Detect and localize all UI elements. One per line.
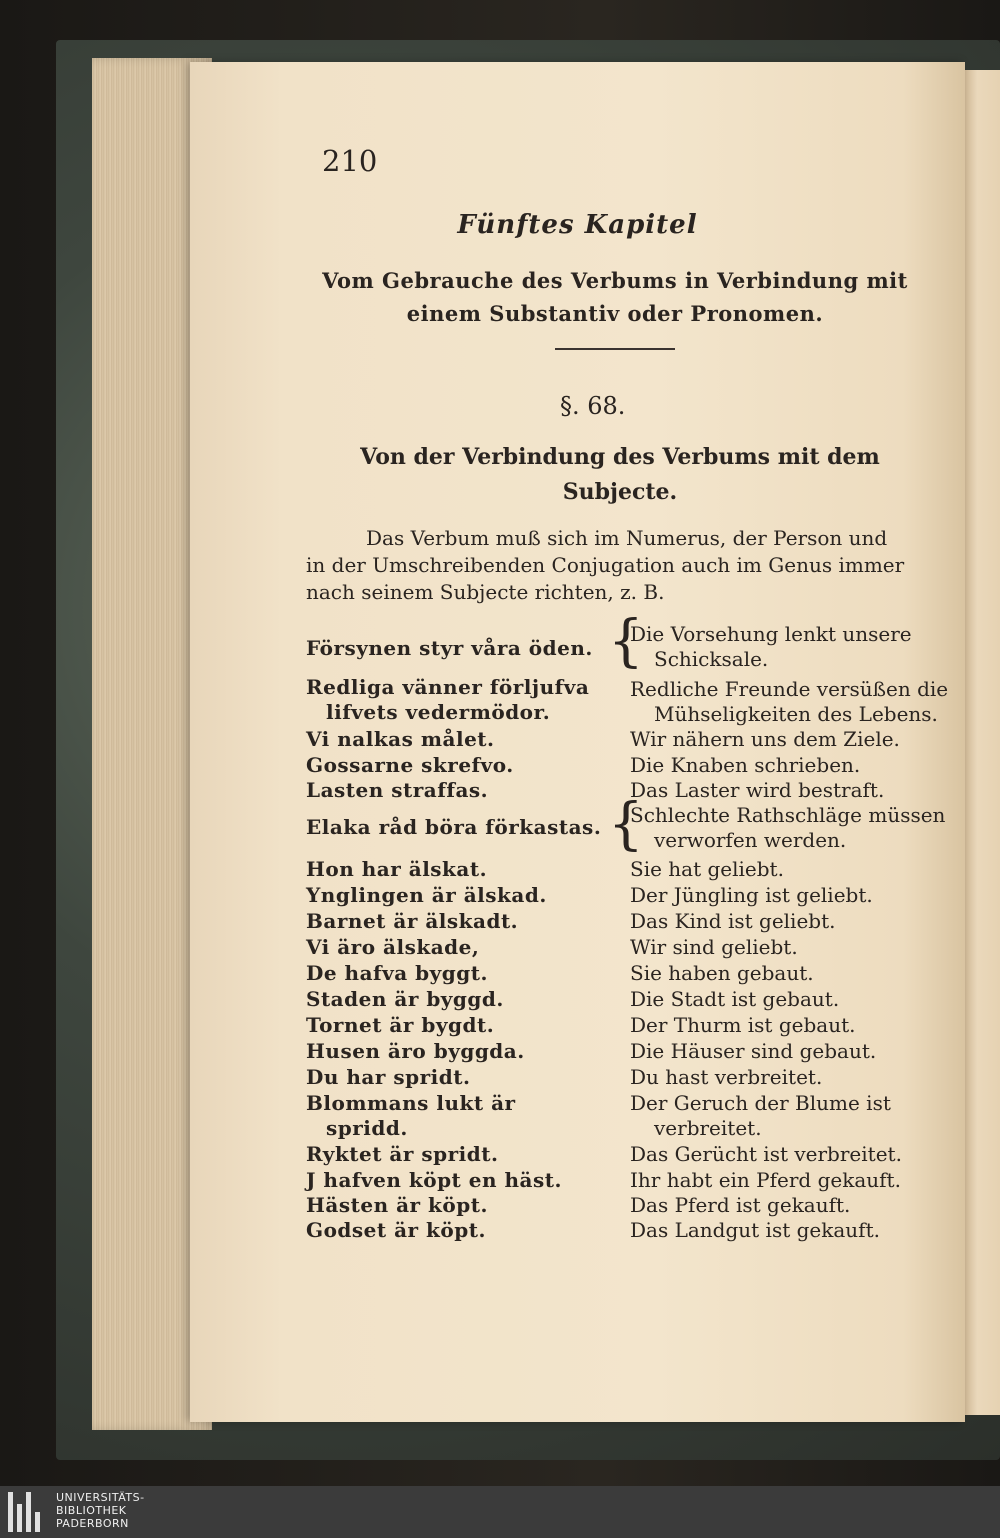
german-example: Du hast verbreitet. [630,1065,823,1089]
swedish-example: Staden är byggd. [306,987,504,1011]
swedish-example: J hafven köpt en häst. [306,1168,562,1192]
german-example: Das Pferd ist gekauft. [630,1193,851,1217]
swedish-example: Lasten straffas. [306,778,489,802]
intro-line: in der Umschreibenden Conjugation auch im Genus immer [306,553,905,577]
brace: { [608,792,644,857]
german-example: Wir sind geliebt. [630,935,798,959]
library-name-line: PADERBORN [56,1517,129,1530]
swedish-example: Ynglingen är älskad. [306,883,547,907]
library-name [56,1491,145,1530]
german-example: Die Knaben schrieben. [630,753,861,777]
german-example: Das Landgut ist gekauft. [630,1218,880,1242]
swedish-example: Husen äro byggda. [306,1039,525,1063]
german-example: Redliche Freunde versüßen die [630,677,949,701]
library-name-line: UNIVERSITÄTS- [56,1491,145,1504]
swedish-example: Barnet är älskadt. [306,909,519,933]
german-example: Schlechte Rathschläge müssen [630,803,946,827]
swedish-example: Godset är köpt. [306,1218,486,1242]
swedish-example: spridd. [326,1116,408,1140]
german-example: Sie hat geliebt. [630,857,784,881]
intro-paragraph [306,525,936,606]
section-title-line: Von der Verbindung des Verbums mit dem [360,444,880,470]
swedish-example: Ryktet är spridt. [306,1142,499,1166]
section-title [300,440,940,510]
subtitle-line: Vom Gebrauche des Verbums in Verbindung mit [322,268,908,293]
intro-line: nach seinem Subjecte richten, z. B. [306,580,665,604]
section-title-line: Subjecte. [562,479,678,505]
swedish-example: Vi äro älskade, [306,935,480,959]
swedish-example: Vi nalkas målet. [306,727,495,751]
chapter-heading: Fünftes Kapitel [457,210,698,240]
swedish-example: Redliga vänner förljufva [306,675,590,699]
facing-page-edge [962,70,1000,1415]
swedish-example: lifvets vedermödor. [326,700,551,724]
subtitle-line: einem Substantiv oder Pronomen. [406,301,824,326]
library-footer [0,1486,1000,1538]
page-number: 210 [322,144,378,178]
german-example: Die Stadt ist gebaut. [630,987,840,1011]
german-example: Mühseligkeiten des Lebens. [654,702,938,726]
divider-rule [555,348,675,350]
swedish-example: Försynen styr våra öden. [306,636,593,660]
library-logo-icon [8,1492,48,1532]
german-example: Der Thurm ist gebaut. [630,1013,856,1037]
swedish-example: Du har spridt. [306,1065,471,1089]
german-example: Das Gerücht ist verbreitet. [630,1142,902,1166]
german-example: Wir nähern uns dem Ziele. [630,727,900,751]
intro-line: Das Verbum muß sich im Numerus, der Person und [366,526,888,550]
swedish-example: Hon har älskat. [306,857,488,881]
german-example: Sie haben gebaut. [630,961,814,985]
swedish-example: Hästen är köpt. [306,1193,488,1217]
paragraph-number: §. 68. [560,392,626,420]
german-example: Das Kind ist geliebt. [630,909,836,933]
german-example: Der Geruch der Blume ist [630,1091,891,1115]
german-example: verworfen werden. [654,828,847,852]
german-example: verbreitet. [654,1116,762,1140]
german-example: Das Laster wird bestraft. [630,778,885,802]
chapter-subtitle [310,264,920,330]
german-example: Schicksale. [654,647,769,671]
swedish-example: Gossarne skrefvo. [306,753,514,777]
library-name-line: BIBLIOTHEK [56,1504,127,1517]
german-example: Die Vorsehung lenkt unsere [630,622,912,646]
swedish-example: Elaka råd böra förkastas. [306,815,602,839]
german-example: Ihr habt ein Pferd gekauft. [630,1168,901,1192]
swedish-example: Tornet är bygdt. [306,1013,495,1037]
swedish-example: De hafva byggt. [306,961,488,985]
swedish-example: Blommans lukt är [306,1091,516,1115]
german-example: Der Jüngling ist geliebt. [630,883,873,907]
brace: { [608,609,644,674]
german-example: Die Häuser sind gebaut. [630,1039,877,1063]
